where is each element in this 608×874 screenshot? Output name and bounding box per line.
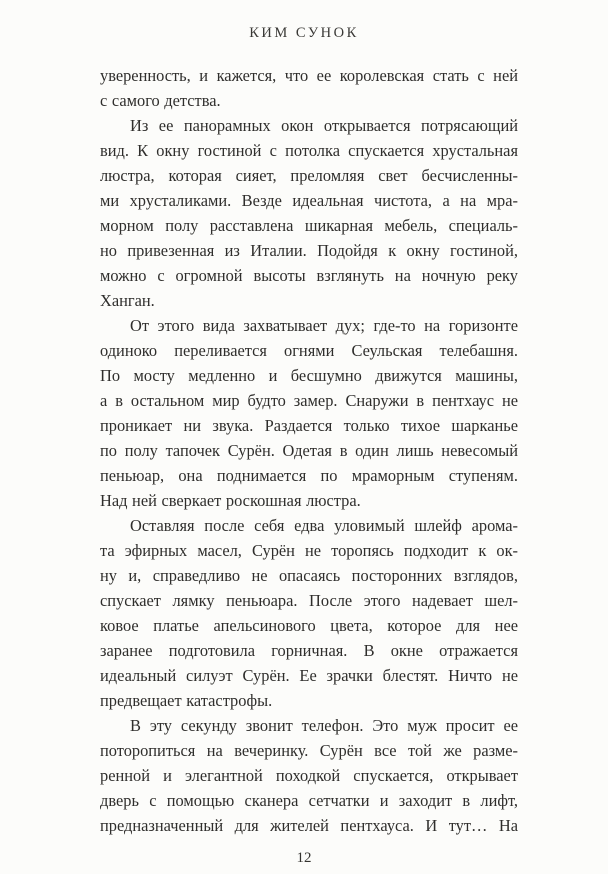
text-line: люстра, которая сияет, преломляя свет бесчисленны- [100, 166, 518, 185]
page-number: 12 [296, 850, 312, 866]
running-head-author: КИМ СУНОК [249, 25, 359, 41]
text-line: спускает лямку пеньюара. После этого надевает шел- [100, 591, 518, 610]
text-line: а в остальном мир будто замер. Снаружи в пентхаус не [100, 391, 518, 410]
text-line: предвещает катастрофы. [100, 691, 273, 710]
text-line: В эту секунду звонит телефон. Это муж просит ее [130, 716, 518, 735]
text-line: ну и, справедливо не опасаясь посторонних взглядов, [100, 566, 518, 585]
text-line: можно с огромной высоты взглянуть на ночную реку [100, 266, 518, 285]
text-line: но привезенная из Италии. Подойдя к окну гостиной, [100, 241, 518, 260]
text-line: идеальный силуэт Сурён. Ее зрачки блестят. Ничто не [100, 666, 518, 685]
text-line: Над ней сверкает роскошная люстра. [100, 491, 361, 510]
text-line: дверь с помощью сканера сетчатки и заходит в лифт, [100, 791, 518, 810]
text-line: поторопиться на вечеринку. Сурён все той же разме- [100, 741, 518, 760]
text-line: заранее подготовила горничная. В окне отражается [100, 641, 518, 660]
text-line: пеньюар, она поднимается по мраморным ступеням. [100, 466, 518, 485]
body-text-block [100, 63, 518, 838]
text-line: уверенность, и кажется, что ее королевская стать с ней [100, 66, 518, 85]
text-line: От этого вида захватывает дух; где-то на горизонте [130, 316, 518, 335]
text-line: ковое платье апельсинового цвета, которое для нее [100, 616, 518, 635]
text-line: та эфирных масел, Сурён не торопясь подходит к ок- [100, 541, 518, 560]
text-line: проникает ни звука. Раздается только тихое шарканье [100, 416, 518, 435]
text-line: с самого детства. [100, 91, 221, 110]
text-line: морном полу расставлена шикарная мебель, специаль- [100, 216, 518, 235]
text-line: Из ее панорамных окон открывается потрясающий [130, 116, 518, 135]
text-line: По мосту медленно и бесшумно движутся машины, [100, 366, 518, 385]
text-line: предназначенный для жителей пентхауса. И тут… На [100, 816, 518, 835]
text-line: Оставляя после себя едва уловимый шлейф арома- [130, 516, 518, 535]
text-line: Ханган. [100, 291, 155, 310]
text-line: по полу тапочек Сурён. Одетая в один лишь невесомый [100, 441, 518, 460]
text-line: ренной и элегантной походкой спускается, открывает [100, 766, 518, 785]
text-line: ми хрусталиками. Везде идеальная чистота, а на мра- [100, 191, 518, 210]
text-line: вид. К окну гостиной с потолка спускается хрустальная [100, 141, 518, 160]
text-line: одиноко переливается огнями Сеульская телебашня. [100, 341, 518, 360]
